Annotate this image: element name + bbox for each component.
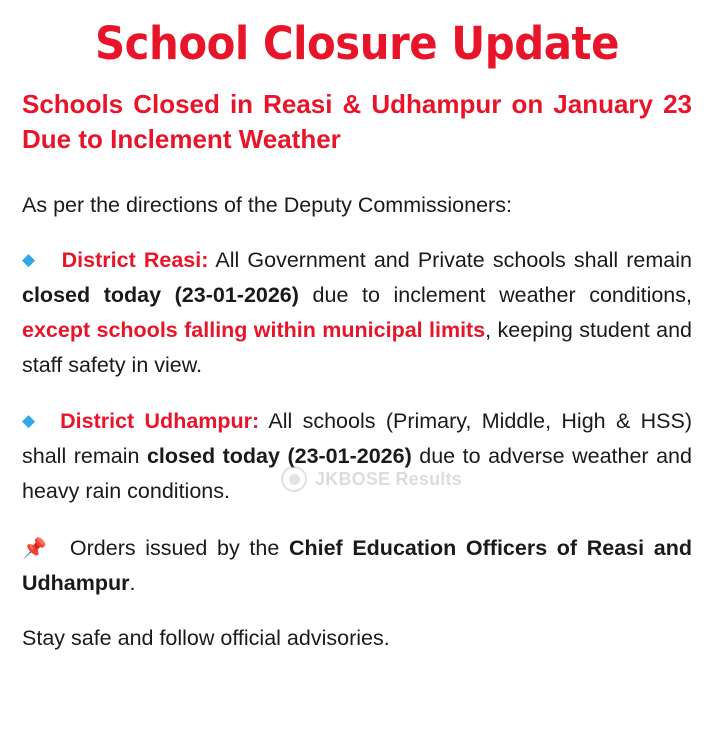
udhampur-text-2: due to adverse weather and heavy rain conditions. [22, 444, 692, 504]
closing-text: Stay safe and follow official advisories. [22, 625, 390, 650]
udhampur-text-1: All schools (Primary, Middle, High & HSS) shall remain [22, 409, 692, 469]
paragraph-udhampur [22, 404, 692, 508]
udhampur-closed-date: closed today (23-01-2026) [146, 444, 412, 469]
reasi-text-2: due to inclement weather conditions, [312, 282, 692, 307]
page-subtitle: Schools Closed in Reasi & Udhampur on January 23 Due to Inclement Weather [22, 89, 692, 154]
page-title: School Closure Update [94, 17, 620, 70]
reasi-closed-date: closed today (23-01-2026) [22, 282, 299, 307]
paragraph-reasi [22, 243, 692, 382]
paragraph-orders [22, 531, 692, 601]
reasi-text-3: , keeping student and staff safety in view. [22, 317, 692, 377]
orders-authority: Chief Education Officers of Reasi and Udhampur [22, 535, 692, 595]
pushpin-icon: 📌 [22, 537, 51, 560]
diamond-bullet-icon: ◆ [22, 411, 40, 431]
watermark-label: JKBOSE Results [315, 468, 462, 489]
intro-text: As per the directions of the Deputy Commissioners: [22, 192, 512, 217]
diamond-bullet-icon: ◆ [22, 250, 38, 270]
orders-text-1: Orders issued by the [69, 535, 280, 560]
reasi-text-1: All Government and Private schools shall remain [215, 248, 692, 273]
reasi-exception: except schools falling within municipal limits [22, 317, 486, 342]
orders-text-2: . [129, 570, 136, 595]
district-udhampur-label: District Udhampur: [60, 409, 260, 434]
district-reasi-label: District Reasi: [61, 248, 209, 273]
